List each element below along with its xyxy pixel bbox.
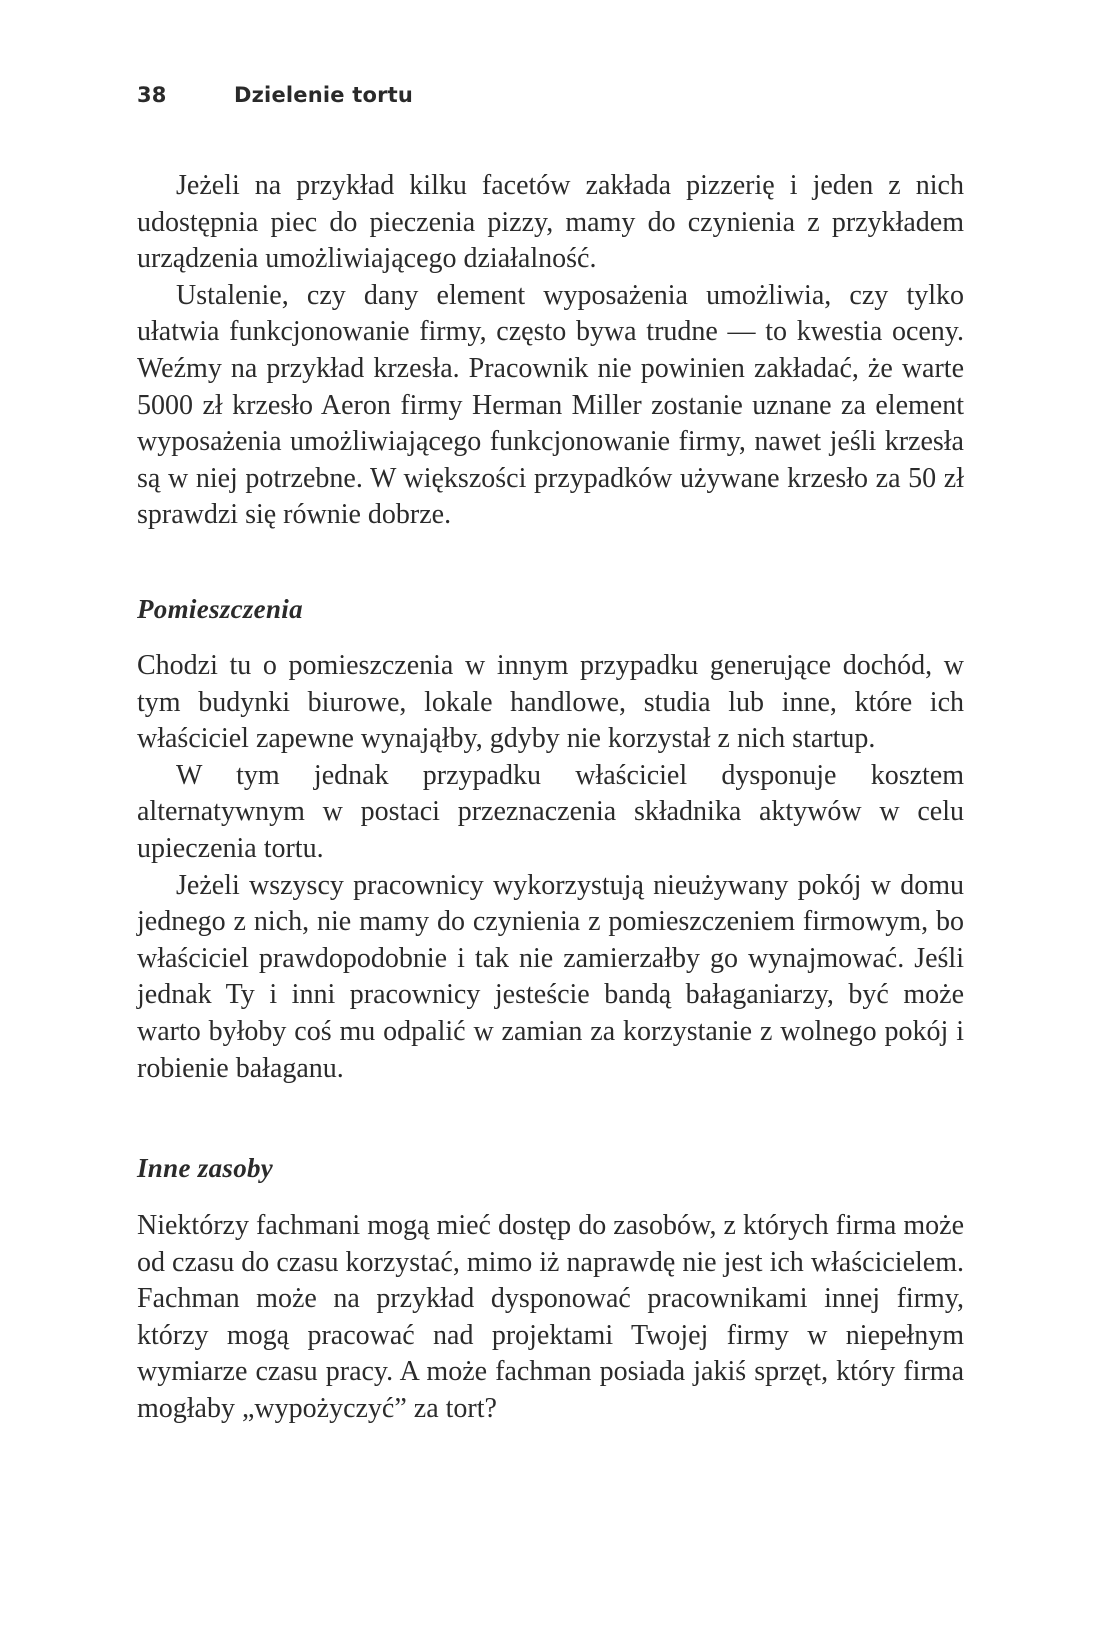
- paragraph: Jeżeli wszyscy pracownicy wykorzystują nieużywany pokój w domu jednego z nich, nie mamy do czynienia z pomieszczeniem firmowym, bo właściciel prawdopodobnie i tak nie zamierzałby go wynajmować. Jeśli jednak Ty i inni pracownicy jesteście bandą bałaganiarzy, być może warto byłoby coś mu odpalić w zamian za korzystanie z wolnego pokój i robienie bałaganu.: [137, 869, 964, 1084]
- paragraph: Jeżeli na przykład kilku facetów zakłada pizzerię i jeden z nich udostępnia piec do pieczenia pizzy, mamy do czynienia z przykładem urządzenia umożliwiającego działalność.: [137, 170, 964, 275]
- page-number: 38: [137, 83, 167, 107]
- running-title: Dzielenie tortu: [234, 83, 414, 107]
- paragraph: Ustalenie, czy dany element wyposażenia umożliwia, czy tylko ułatwia funkcjonowanie firmy, często bywa trudne — to kwestia oceny. Weźmy na przykład krzesła. Pracownik nie powinien zakładać, że warte 5000 zł krzesło Aeron firmy Herman Miller zostanie uznane za element wyposażenia umożliwiającego funkcjonowanie firmy, nawet jeśli krzesła są w niej potrzebne. W większości przypadków używane krzesło za 50 zł sprawdzi się równie dobrze.: [137, 279, 964, 531]
- paragraph: Chodzi tu o pomieszczenia w innym przypadku generujące dochód, w tym budynki biurowe, lokale handlowe, studia lub inne, które ich właściciel zapewne wynająłby, gdyby nie korzystał z nich startup.: [137, 650, 964, 755]
- section-heading-pomieszczenia: Pomieszczenia: [137, 594, 303, 624]
- section-pomieszczenia: [137, 648, 964, 1087]
- running-header: [137, 83, 413, 107]
- paragraph: W tym jednak przypadku właściciel dysponuje kosztem alternatywnym w postaci przeznaczenia składnika aktywów w celu upieczenia tortu.: [137, 759, 964, 864]
- paragraph: Niektórzy fachmani mogą mieć dostęp do zasobów, z których firma może od czasu do czasu korzystać, mimo iż naprawdę nie jest ich właścicielem. Fachman może na przykład dysponować pracownikami innej firmy, którzy mogą pracować nad projektami Twojej firmy w niepełnym wymiarze czasu pracy. A może fachman posiada jakiś sprzęt, który firma mogłaby „wypożyczyć” za tort?: [137, 1210, 964, 1424]
- section-heading-inne-zasoby: Inne zasoby: [137, 1153, 274, 1183]
- section-intro: [137, 168, 964, 534]
- section-inne-zasoby: [137, 1208, 964, 1428]
